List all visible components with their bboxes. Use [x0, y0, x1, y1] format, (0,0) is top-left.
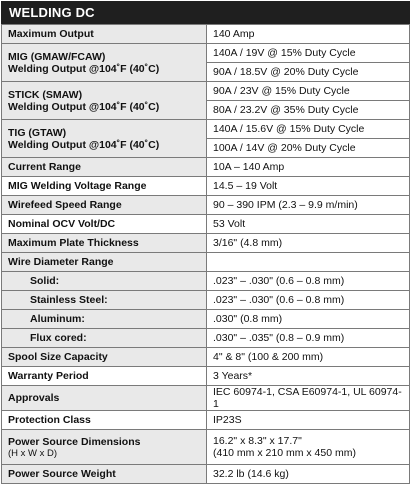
row-value: IP23S [207, 411, 410, 430]
value-line: (410 mm x 210 mm x 450 mm) [213, 447, 356, 459]
row-label: Flux cored: [2, 329, 207, 348]
spec-table [1, 24, 410, 484]
row-label: Wirefeed Speed Range [2, 196, 207, 215]
row-value: 53 Volt [207, 215, 410, 234]
row-value: 140 Amp [207, 25, 410, 44]
row-label: Approvals [2, 386, 207, 411]
table-row [2, 25, 410, 44]
row-value: .023" – .030" (0.6 – 0.8 mm) [207, 291, 410, 310]
row-value: 100A / 14V @ 20% Duty Cycle [207, 139, 410, 158]
table-row [2, 253, 410, 272]
table-row [2, 120, 410, 139]
table-row [2, 367, 410, 386]
table-row [2, 215, 410, 234]
row-label: Aluminum: [2, 310, 207, 329]
table-row [2, 82, 410, 101]
table-row [2, 348, 410, 367]
table-row [2, 329, 410, 348]
table-row [2, 386, 410, 411]
row-label: Power Source Weight [2, 465, 207, 484]
table-row [2, 291, 410, 310]
row-value: 90 – 390 IPM (2.3 – 9.9 m/min) [207, 196, 410, 215]
row-value: 10A – 140 Amp [207, 158, 410, 177]
row-value: 90A / 18.5V @ 20% Duty Cycle [207, 63, 410, 82]
row-value: 140A / 19V @ 15% Duty Cycle [207, 44, 410, 63]
table-row [2, 44, 410, 63]
row-value: 140A / 15.6V @ 15% Duty Cycle [207, 120, 410, 139]
row-value [207, 430, 410, 465]
row-value: 90A / 23V @ 15% Duty Cycle [207, 82, 410, 101]
label-sub: (H x W x D) [8, 447, 58, 459]
row-label [2, 44, 207, 82]
row-label: Protection Class [2, 411, 207, 430]
table-row [2, 272, 410, 291]
row-label: Maximum Output [2, 25, 207, 44]
row-value: .030" (0.8 mm) [207, 310, 410, 329]
label-line: Welding Output @104˚F (40˚C) [8, 138, 160, 151]
row-label [2, 82, 207, 120]
spec-sheet [1, 1, 410, 499]
table-row [2, 310, 410, 329]
row-label [2, 430, 207, 465]
row-value: .023" – .030" (0.6 – 0.8 mm) [207, 272, 410, 291]
row-value: 4" & 8" (100 & 200 mm) [207, 348, 410, 367]
row-value: 80A / 23.2V @ 35% Duty Cycle [207, 101, 410, 120]
table-row [2, 196, 410, 215]
row-value: 3 Years* [207, 367, 410, 386]
label-line: Welding Output @104˚F (40˚C) [8, 62, 160, 75]
section-title: WELDING DC [1, 1, 410, 24]
row-label: Warranty Period [2, 367, 207, 386]
row-label: Stainless Steel: [2, 291, 207, 310]
label-line: STICK (SMAW) [8, 88, 83, 101]
label-line: MIG (GMAW/FCAW) [8, 50, 106, 63]
label-line: TIG (GTAW) [8, 126, 67, 139]
row-label: Current Range [2, 158, 207, 177]
row-label: Spool Size Capacity [2, 348, 207, 367]
table-row [2, 234, 410, 253]
label-line: Welding Output @104˚F (40˚C) [8, 100, 160, 113]
table-row [2, 465, 410, 484]
row-value: .030" – .035" (0.8 – 0.9 mm) [207, 329, 410, 348]
row-label: Solid: [2, 272, 207, 291]
row-value [207, 253, 410, 272]
value-line: 16.2" x 8.3" x 17.7" [213, 435, 302, 447]
row-value: 14.5 – 19 Volt [207, 177, 410, 196]
row-label: Nominal OCV Volt/DC [2, 215, 207, 234]
row-label: Wire Diameter Range [2, 253, 207, 272]
table-row [2, 411, 410, 430]
row-label: MIG Welding Voltage Range [2, 177, 207, 196]
label-line: Power Source Dimensions [8, 435, 141, 448]
row-label [2, 120, 207, 158]
row-value: 3/16" (4.8 mm) [207, 234, 410, 253]
row-label: Maximum Plate Thickness [2, 234, 207, 253]
table-row [2, 430, 410, 465]
row-value: 32.2 lb (14.6 kg) [207, 465, 410, 484]
table-row [2, 177, 410, 196]
row-value: IEC 60974-1, CSA E60974-1, UL 60974-1 [207, 386, 410, 411]
table-row [2, 158, 410, 177]
